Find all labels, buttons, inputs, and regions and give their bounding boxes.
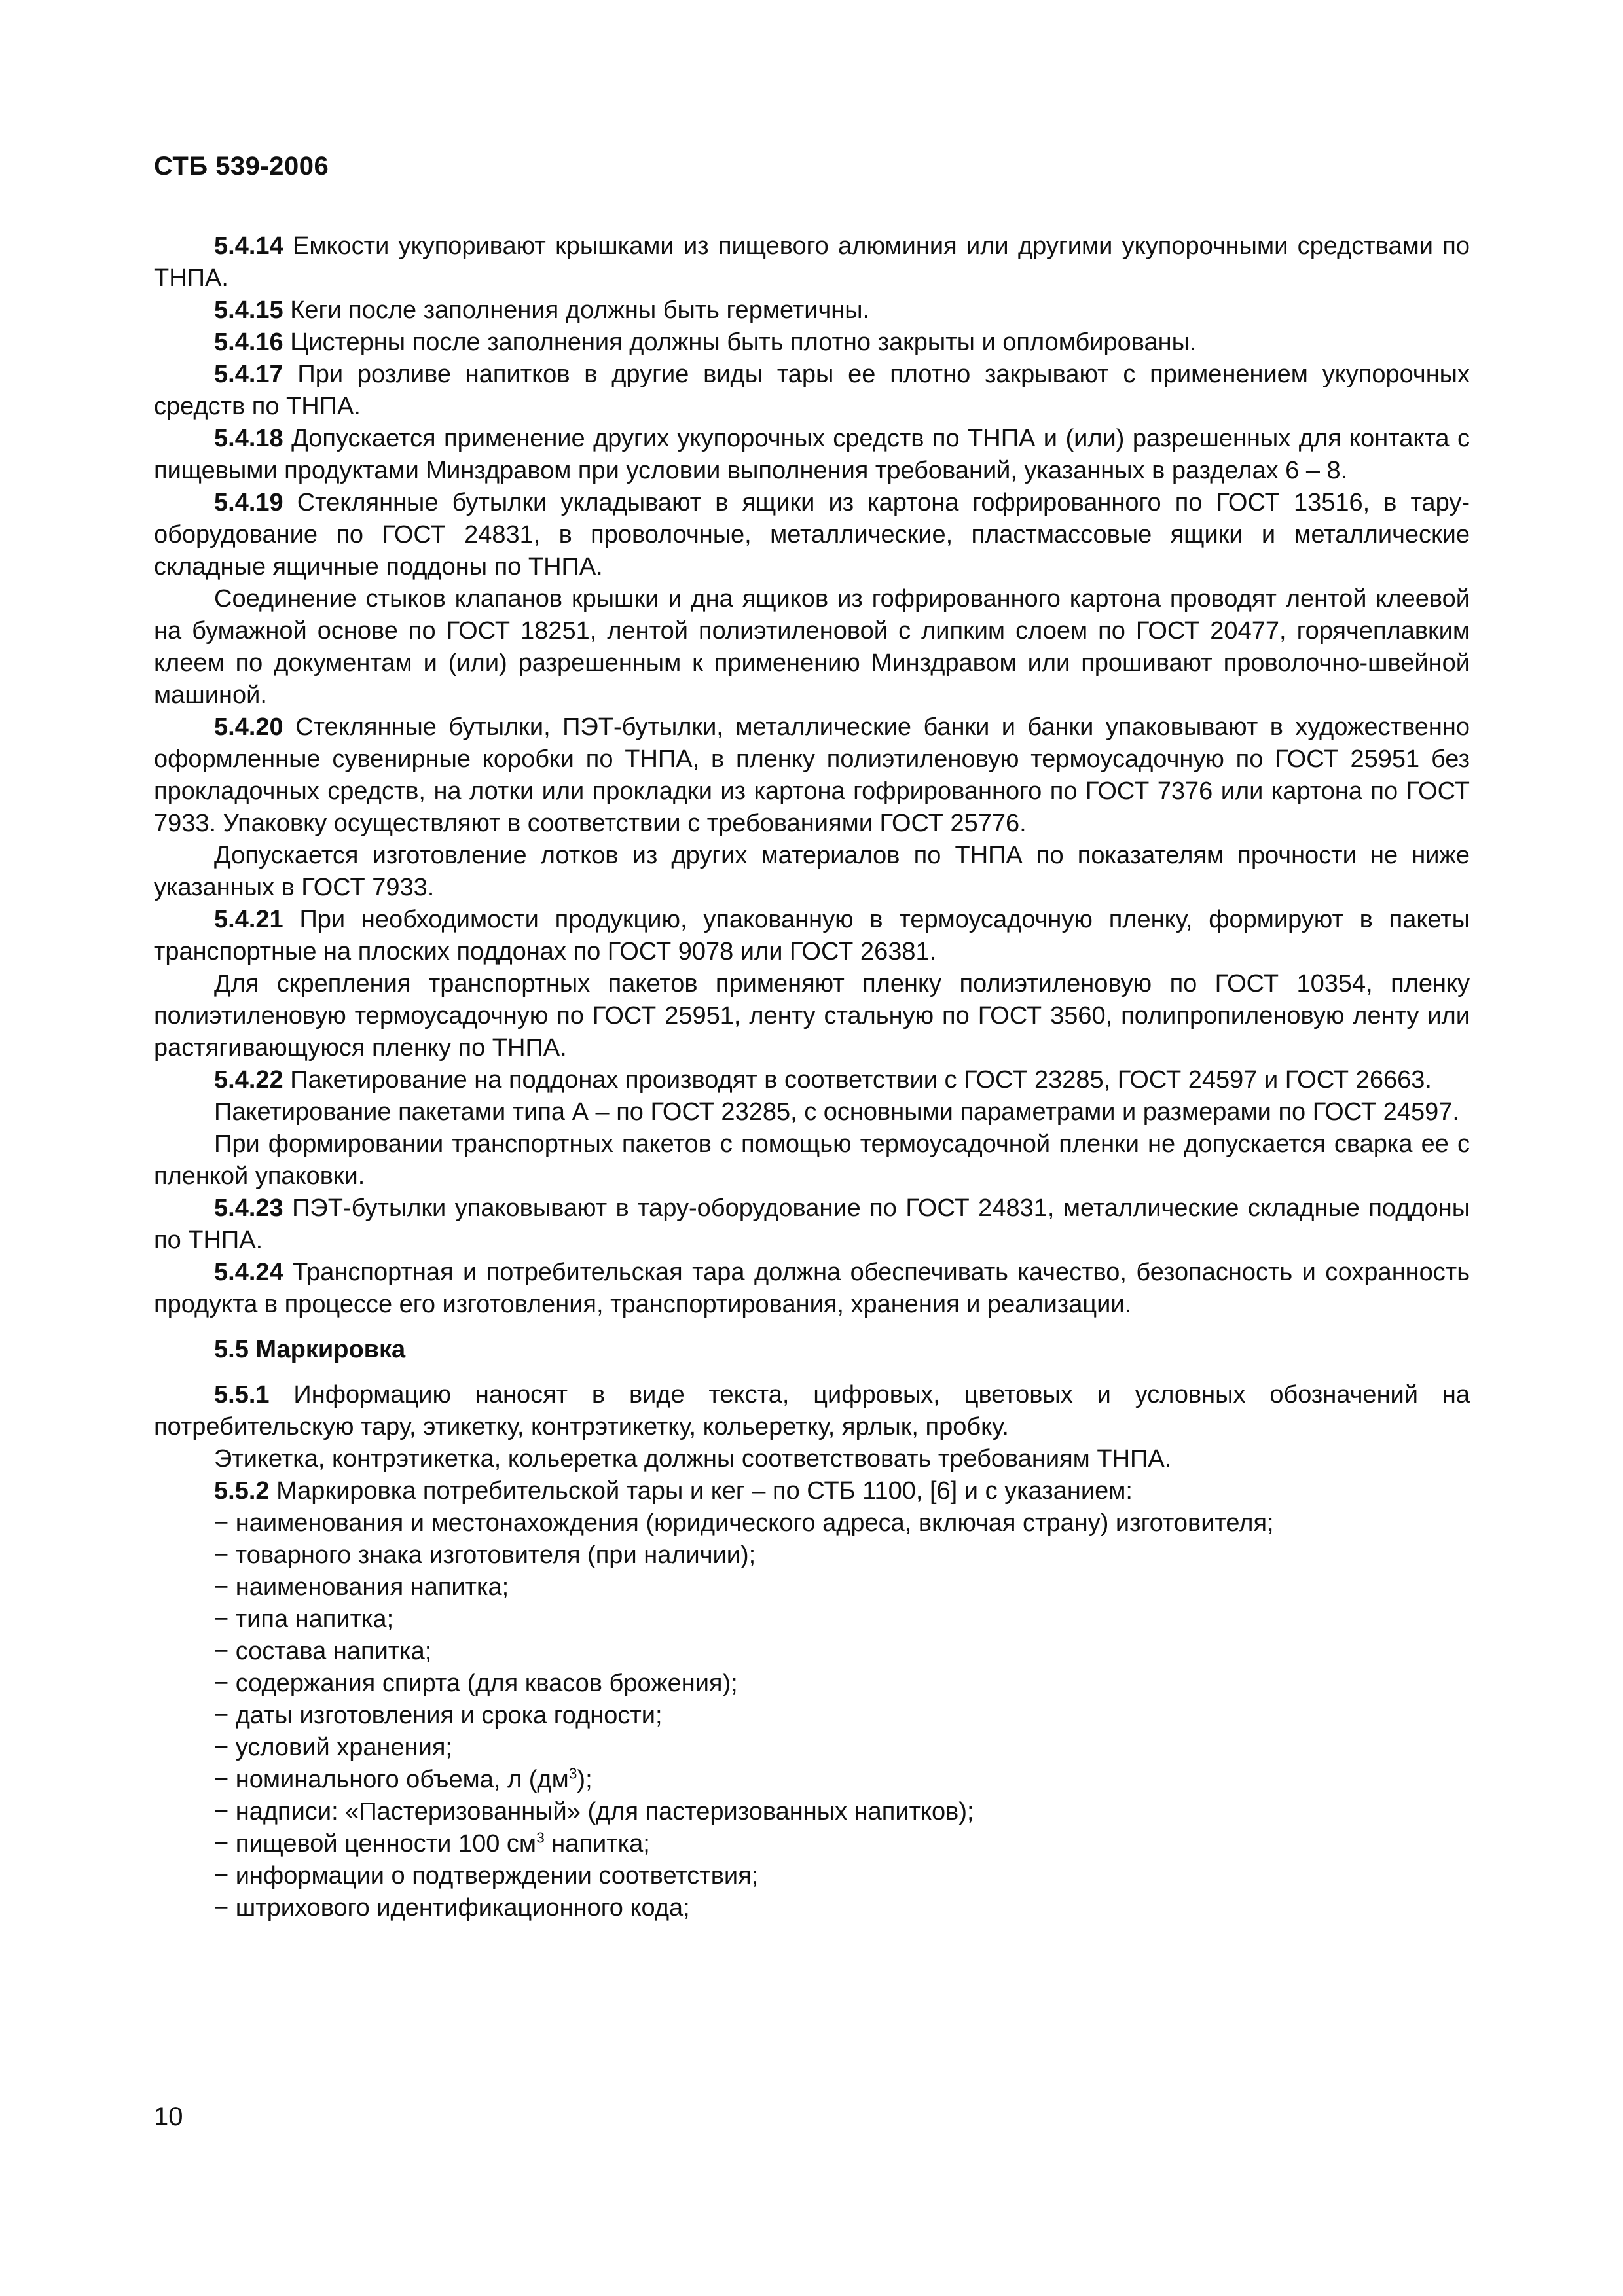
paragraph-5-4-16 bbox=[154, 327, 1470, 359]
clause-number: 5.4.23 bbox=[214, 1194, 283, 1222]
paragraph-5-4-20-trays bbox=[154, 840, 1470, 904]
clause-text: Цистерны после заполнения должны быть плотно закрыты и опломбированы. bbox=[283, 329, 1197, 356]
clause-text: Кеги после заполнения должны быть герметичны. bbox=[283, 296, 870, 324]
page-number: 10 bbox=[154, 2102, 183, 2131]
paragraph-5-4-18 bbox=[154, 423, 1470, 487]
clause-text: При розливе напитков в другие виды тары ее плотно закрывают с применением укупорочных средств по ТНПА. bbox=[154, 361, 1470, 420]
list-item: − надписи: «Пастеризованный» (для пастеризованных напитков); bbox=[214, 1798, 974, 1825]
clause-number: 5.4.15 bbox=[214, 296, 283, 324]
paragraph-5-4-22 bbox=[154, 1064, 1470, 1096]
clause-text: Емкости укупоривают крышками из пищевого алюминия или другими укупорочными средствами по ТНПА. bbox=[154, 232, 1470, 292]
paragraph-5-4-21-fastening bbox=[154, 968, 1470, 1064]
list-item-text: − номинального объема, л (дм bbox=[214, 1766, 569, 1793]
paragraph-5-4-19 bbox=[154, 487, 1470, 583]
paragraph-5-4-22-welding bbox=[154, 1128, 1470, 1193]
paragraph-5-4-23 bbox=[154, 1193, 1470, 1257]
list-item: − наименования напитка; bbox=[214, 1573, 509, 1601]
clause-number: 5.4.19 bbox=[214, 489, 283, 516]
paragraph-5-5-1-labels bbox=[154, 1443, 1470, 1475]
list-item: − штрихового идентификационного кода; bbox=[214, 1894, 690, 1922]
list-item: − условий хранения; bbox=[214, 1734, 452, 1761]
paragraph-5-4-21 bbox=[154, 904, 1470, 968]
paragraph-5-4-14 bbox=[154, 230, 1470, 295]
clause-text: Стеклянные бутылки укладывают в ящики из картона гофрированного по ГОСТ 13516, в тару-оборудование по ГОСТ 24831, в проволочные, металлические, пластмассовые ящики и металлические складные ящичные поддоны по ТНПА. bbox=[154, 489, 1470, 581]
clause-text: Стеклянные бутылки, ПЭТ-бутылки, металлические банки и банки упаковывают в художественно оформленные сувенирные коробки по ТНПА, в пленку полиэтиленовую термоусадочную по ГОСТ 25951 без прокладочных средств, на лотки или прокладки из картона гофрированного по ГОСТ 7376 или картона по ГОСТ 7933. Упаковку осуществляют в соответствии с требованиями ГОСТ 25776. bbox=[154, 713, 1470, 837]
list-item: − содержания спирта (для квасов брожения); bbox=[214, 1670, 738, 1697]
clause-text: Соединение стыков клапанов крышки и дна ящиков из гофрированного картона проводят лентой клеевой на бумажной основе по ГОСТ 18251, лентой полиэтиленовой с липким слоем по ГОСТ 20477, горячеплавким клеем по документам и (или) разрешенным к применению Минздравом или прошивают проволочно-швейной машиной. bbox=[154, 585, 1470, 709]
clause-number: 5.4.20 bbox=[214, 713, 283, 741]
list-item: − типа напитка; bbox=[214, 1605, 394, 1633]
clause-number: 5.5.1 bbox=[214, 1381, 270, 1408]
paragraph-5-5-1 bbox=[154, 1379, 1470, 1443]
paragraph-5-4-24 bbox=[154, 1257, 1470, 1321]
clause-text: При необходимости продукцию, упакованную в термоусадочную пленку, формируют в пакеты транспортные на плоских поддонах по ГОСТ 9078 или ГОСТ 26381. bbox=[154, 906, 1470, 965]
clause-text: Маркировка потребительской тары и кег – по СТБ 1100, [6] и с указанием: bbox=[269, 1477, 1133, 1505]
clause-text: Пакетирование пакетами типа А – по ГОСТ 23285, с основными параметрами и размерами по ГОСТ 24597. bbox=[214, 1098, 1459, 1126]
list-item: − информации о подтверждении соответствия; bbox=[214, 1862, 759, 1890]
clause-text: Допускается применение других укупорочных средств по ТНПА и (или) разрешенных для контакта с пищевыми продуктами Минздравом при условии выполнения требований, указанных в разделах 6 – 8. bbox=[154, 425, 1470, 484]
list-item-volume bbox=[214, 1764, 1470, 1796]
section-title-5-5: 5.5 Маркировка bbox=[214, 1336, 406, 1363]
list-item-text: напитка; bbox=[544, 1830, 650, 1857]
paragraph-5-4-20 bbox=[154, 711, 1470, 840]
clause-number: 5.4.22 bbox=[214, 1066, 283, 1094]
superscript: 3 bbox=[536, 1829, 545, 1846]
clause-text: При формировании транспортных пакетов с помощью термоусадочной пленки не допускается сварка ее с пленкой упаковки. bbox=[154, 1130, 1470, 1190]
clause-number: 5.4.18 bbox=[214, 425, 283, 452]
list-item-text: − пищевой ценности 100 см bbox=[214, 1830, 537, 1857]
clause-text: Допускается изготовление лотков из других материалов по ТНПА по показателям прочности не ниже указанных в ГОСТ 7933. bbox=[154, 842, 1470, 901]
clause-text: Транспортная и потребительская тара должна обеспечивать качество, безопасность и сохранность продукта в процессе его изготовления, транспортирования, хранения и реализации. bbox=[154, 1259, 1470, 1318]
list-item-nutrition bbox=[214, 1828, 1470, 1860]
clause-number: 5.4.24 bbox=[214, 1259, 283, 1286]
paragraph-5-5-2 bbox=[154, 1475, 1470, 1507]
list-item: − состава напитка; bbox=[214, 1638, 432, 1665]
paragraph-5-4-17 bbox=[154, 359, 1470, 423]
list-item-text: ); bbox=[577, 1766, 593, 1793]
paragraph-5-4-22-type-a bbox=[154, 1096, 1470, 1128]
clause-number: 5.4.14 bbox=[214, 232, 283, 260]
clause-text: Этикетка, контрэтикетка, кольеретка должны соответствовать требованиям ТНПА. bbox=[214, 1445, 1172, 1473]
paragraph-5-4-19-joints bbox=[154, 583, 1470, 711]
clause-text: Для скрепления транспортных пакетов применяют пленку полиэтиленовую по ГОСТ 10354, пленку полиэтиленовую термоусадочную по ГОСТ 25951, ленту стальную по ГОСТ 3560, полипропиленовую ленту или растягивающуюся пленку по ТНПА. bbox=[154, 970, 1470, 1062]
list-item: − товарного знака изготовителя (при наличии); bbox=[214, 1541, 756, 1569]
clause-number: 5.4.17 bbox=[214, 361, 283, 388]
clause-number: 5.5.2 bbox=[214, 1477, 270, 1505]
paragraph-5-4-15 bbox=[154, 295, 1470, 327]
clause-text: ПЭТ-бутылки упаковывают в тару-оборудование по ГОСТ 24831, металлические складные поддоны по ТНПА. bbox=[154, 1194, 1470, 1254]
clause-text: Пакетирование на поддонах производят в соответствии с ГОСТ 23285, ГОСТ 24597 и ГОСТ 26663. bbox=[283, 1066, 1432, 1094]
list-item: − наименования и местонахождения (юридического адреса, включая страну) изготовителя; bbox=[214, 1509, 1274, 1537]
page-content bbox=[154, 230, 1470, 1924]
list-item: − даты изготовления и срока годности; bbox=[214, 1702, 663, 1729]
clause-number: 5.4.16 bbox=[214, 329, 283, 356]
document-code-header: СТБ 539-2006 bbox=[154, 152, 329, 181]
clause-number: 5.4.21 bbox=[214, 906, 283, 933]
clause-text: Информацию наносят в виде текста, цифровых, цветовых и условных обозначений на потребительскую тару, этикетку, контрэтикетку, кольеретку, ярлык, пробку. bbox=[154, 1381, 1470, 1441]
superscript: 3 bbox=[568, 1765, 577, 1782]
